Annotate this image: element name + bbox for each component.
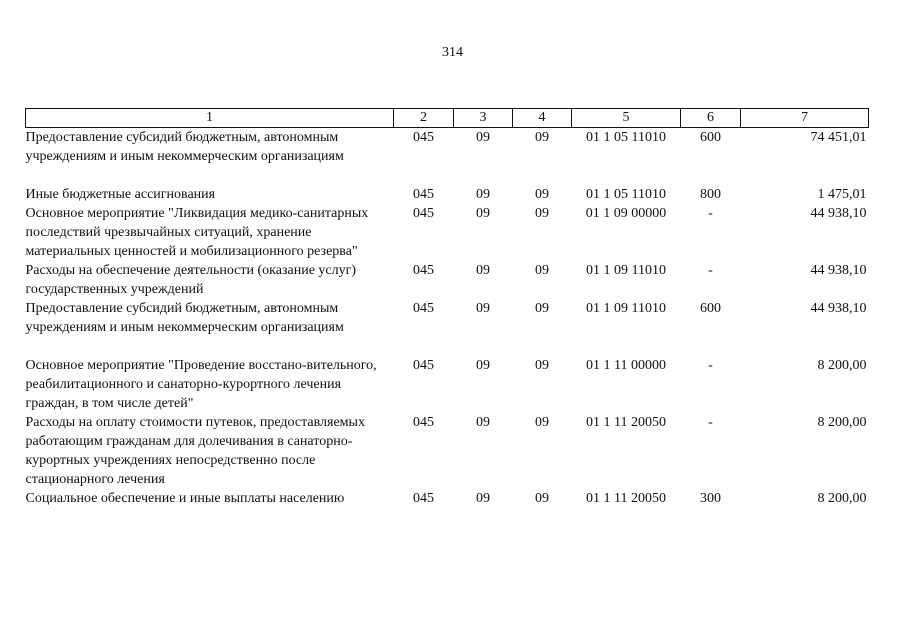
expense-type-code: - (708, 206, 713, 221)
subsection-code: 09 (535, 206, 549, 221)
table-row (26, 185, 869, 204)
column-header-1: 1 (26, 109, 394, 128)
target-article-code: 01 1 11 20050 (586, 415, 666, 430)
expense-type-code: - (708, 263, 713, 278)
table-row (26, 299, 869, 356)
section-code: 09 (476, 206, 490, 221)
target-article-code: 01 1 09 11010 (586, 301, 666, 316)
section-code: 09 (476, 187, 490, 202)
amount: 44 938,10 (810, 206, 867, 221)
subsection-code: 09 (535, 415, 549, 430)
amount: 1 475,01 (817, 187, 867, 202)
expense-name: Социальное обеспечение и иные выплаты населению (25, 491, 345, 506)
table-row (26, 128, 869, 186)
target-article-code: 01 1 11 20050 (586, 491, 666, 506)
section-code: 09 (476, 358, 490, 373)
target-article-code: 01 1 05 11010 (586, 130, 666, 145)
table-row (26, 356, 869, 413)
amount: 8 200,00 (817, 491, 867, 506)
target-article-code: 01 1 11 00000 (586, 358, 666, 373)
section-code: 09 (476, 415, 490, 430)
expense-type-code: 600 (700, 130, 721, 145)
expense-name: Предоставление субсидий бюджетным, автономным учреждениям и иным некоммерческим организациям (25, 301, 344, 335)
budget-table (25, 108, 869, 508)
column-header-4: 4 (513, 109, 572, 128)
expense-name: Основное мероприятие "Ликвидация медико-санитарных последствий чрезвычайных ситуаций, хранение материальных ценностей и мобилизационного резерва" (25, 206, 369, 259)
ministry-code: 045 (413, 263, 434, 278)
expense-name: Иные бюджетные ассигнования (25, 187, 216, 202)
expense-type-code: 300 (700, 491, 721, 506)
column-header-3: 3 (454, 109, 513, 128)
subsection-code: 09 (535, 187, 549, 202)
table-row (26, 204, 869, 261)
expense-name: Основное мероприятие "Проведение восстано-вительного, реабилитационного и санаторно-курортного лечения граждан, в том числе детей" (25, 358, 377, 411)
amount: 8 200,00 (817, 415, 867, 430)
ministry-code: 045 (413, 491, 434, 506)
subsection-code: 09 (535, 301, 549, 316)
expense-type-code: 800 (700, 187, 721, 202)
subsection-code: 09 (535, 130, 549, 145)
ministry-code: 045 (413, 130, 434, 145)
section-code: 09 (476, 301, 490, 316)
budget-table-container (25, 108, 868, 508)
expense-type-code: - (708, 415, 713, 430)
target-article-code: 01 1 05 11010 (586, 187, 666, 202)
table-row (26, 489, 869, 508)
ministry-code: 045 (413, 187, 434, 202)
page-number: 314 (442, 45, 463, 60)
ministry-code: 045 (413, 415, 434, 430)
column-header-5: 5 (572, 109, 681, 128)
column-header-6: 6 (681, 109, 741, 128)
amount: 8 200,00 (817, 358, 867, 373)
table-header-row (26, 109, 869, 128)
target-article-code: 01 1 09 11010 (586, 263, 666, 278)
ministry-code: 045 (413, 358, 434, 373)
amount: 44 938,10 (810, 301, 867, 316)
section-code: 09 (476, 263, 490, 278)
expense-name: Расходы на обеспечение деятельности (оказание услуг) государственных учреждений (25, 263, 357, 297)
amount: 44 938,10 (810, 263, 867, 278)
ministry-code: 045 (413, 301, 434, 316)
expense-type-code: - (708, 358, 713, 373)
column-header-7: 7 (741, 109, 869, 128)
subsection-code: 09 (535, 491, 549, 506)
subsection-code: 09 (535, 263, 549, 278)
expense-name: Расходы на оплату стоимости путевок, предоставляемых работающим гражданам для долечивания в санаторно-курортных учреждениях непосредственно после стационарного лечения (25, 415, 365, 487)
section-code: 09 (476, 491, 490, 506)
target-article-code: 01 1 09 00000 (585, 206, 667, 221)
section-code: 09 (476, 130, 490, 145)
subsection-code: 09 (535, 358, 549, 373)
table-row (26, 413, 869, 489)
expense-type-code: 600 (700, 301, 721, 316)
column-header-2: 2 (394, 109, 454, 128)
ministry-code: 045 (413, 206, 434, 221)
expense-name: Предоставление субсидий бюджетным, автономным учреждениям и иным некоммерческим организациям (25, 130, 344, 164)
table-row (26, 261, 869, 299)
amount: 74 451,01 (810, 130, 867, 145)
